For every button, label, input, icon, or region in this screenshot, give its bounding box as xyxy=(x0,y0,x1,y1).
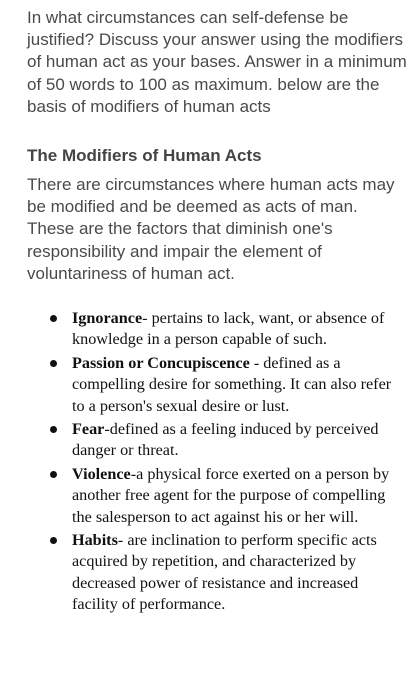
section-title: The Modifiers of Human Acts xyxy=(27,146,262,165)
modifier-definition: - are inclination to perform specific acts acquired by repetition, and characterized by decreased power of resistance and increased facility of performance. xyxy=(72,531,377,614)
modifier-item-ignorance xyxy=(50,308,400,351)
modifier-term: Passion or Concupiscence xyxy=(72,353,250,372)
bullet-icon xyxy=(50,537,57,544)
modifier-definition: - defined as a compelling desire for something. It can also refer to a person's sexual desire or lust. xyxy=(72,353,392,415)
modifier-definition: -defined as a feeling induced by perceived danger or threat. xyxy=(72,420,379,460)
modifier-item-fear xyxy=(50,419,400,462)
modifier-term: Violence xyxy=(72,464,131,483)
bullet-icon xyxy=(50,471,57,478)
modifier-term: Fear xyxy=(72,420,105,439)
bullet-icon xyxy=(50,426,57,433)
modifier-definition: - pertains to lack, want, or absence of knowledge in a person capable of such. xyxy=(72,309,385,349)
section-intro: There are circumstances where human acts may be modified and be deemed as acts of man. These are the factors that diminish one's responsibility and impair the element of voluntariness of human act. xyxy=(27,175,395,283)
modifier-item-habits xyxy=(50,530,400,616)
bullet-icon xyxy=(50,315,57,322)
bullet-icon xyxy=(50,360,57,367)
modifier-term: Habits xyxy=(72,531,118,550)
modifier-definition: -a physical force exerted on a person by another free agent for the purpose of compelling the salesperson to act against his or her will. xyxy=(72,464,390,526)
modifier-item-passion xyxy=(50,353,400,417)
question-text: In what circumstances can self-defense be justified? Discuss your answer using the modifiers of human act as your bases. Answer in a minimum of 50 words to 100 as maximum. below are the basis of modifiers of human acts xyxy=(27,8,407,116)
modifier-item-violence xyxy=(50,464,400,528)
modifiers-list xyxy=(50,308,400,618)
modifier-term: Ignorance xyxy=(72,309,143,327)
